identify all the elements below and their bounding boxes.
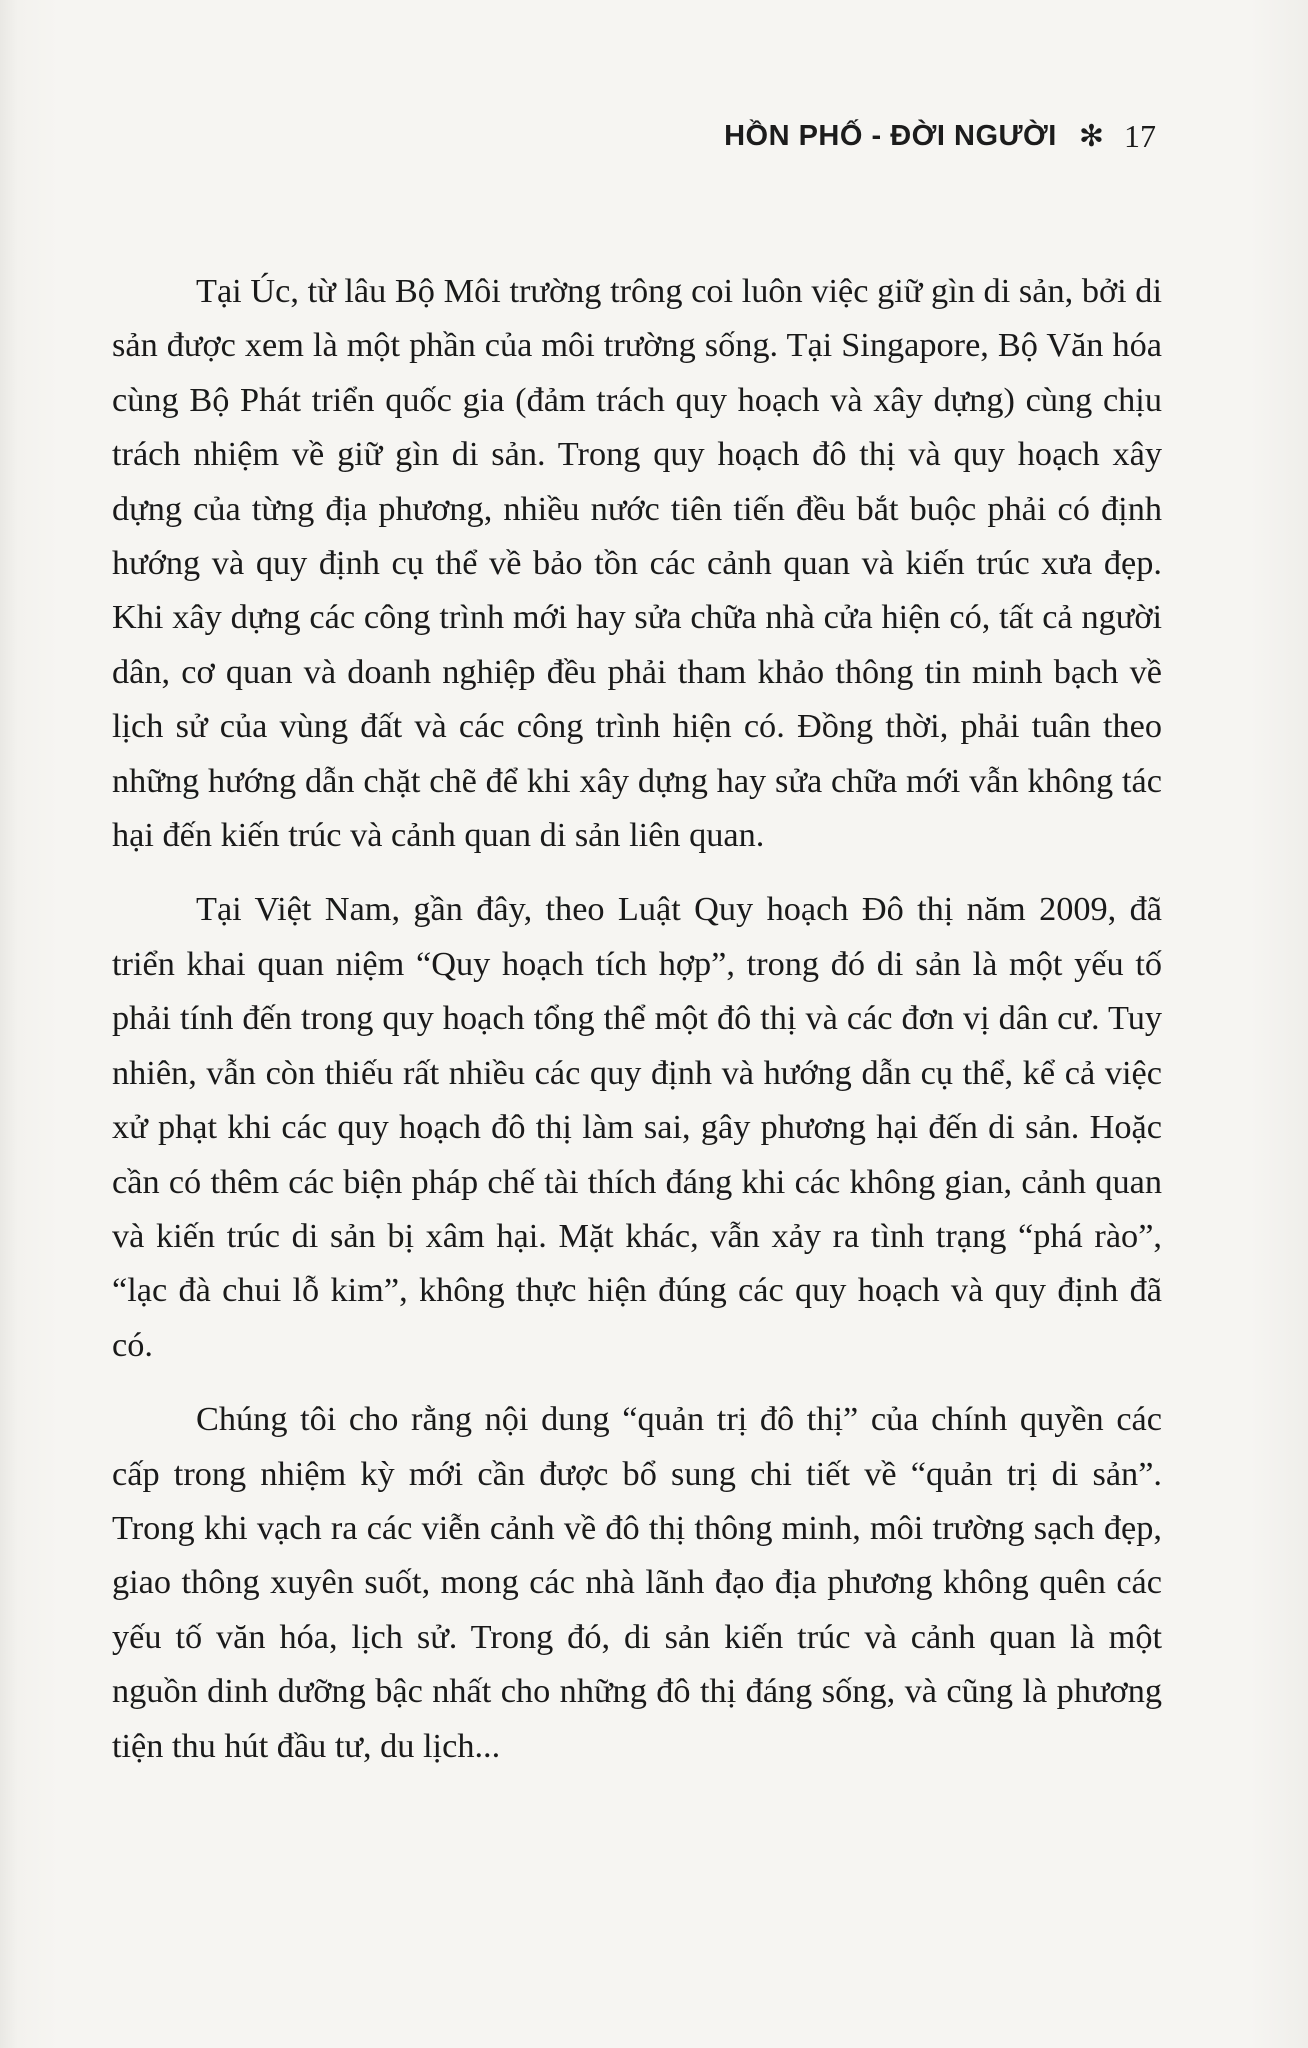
- paragraph-3: Chúng tôi cho rằng nội dung “quản trị đô thị” của chính quyền các cấp trong nhiệm kỳ mới cần được bổ sung chi tiết về “quản trị di sản”. Trong khi vạch ra các viễn cảnh về đô thị thông minh, môi trường sạch đẹp, giao thông xuyên suốt, mong các nhà lãnh đạo địa phương không quên các yếu tố văn hóa, lịch sử. Trong đó, di sản kiến trúc và cảnh quan là một nguồn dinh dưỡng bậc nhất cho những đô thị đáng sống, và cũng là phương tiện thu hút đầu tư, du lịch...: [112, 1400, 1162, 1765]
- paragraph-2: Tại Việt Nam, gần đây, theo Luật Quy hoạch Đô thị năm 2009, đã triển khai quan niệm “Quy hoạch tích hợp”, trong đó di sản là một yếu tố phải tính đến trong quy hoạch tổng thể một đô thị và các đơn vị dân cư. Tuy nhiên, vẫn còn thiếu rất nhiều các quy định và hướng dẫn cụ thể, kể cả việc xử phạt khi các quy hoạch đô thị làm sai, gây phương hại đến di sản. Hoặc cần có thêm các biện pháp chế tài thích đáng khi các không gian, cảnh quan và kiến trúc di sản bị xâm hại. Mặt khác, vẫn xảy ra tình trạng “phá rào”, “lạc đà chui lỗ kim”, không thực hiện đúng các quy hoạch và quy định đã có.: [112, 890, 1162, 1364]
- running-header: [724, 118, 1156, 155]
- asterisk-ornament-icon: ✻: [1078, 119, 1104, 153]
- paragraph-1: Tại Úc, từ lâu Bộ Môi trường trông coi luôn việc giữ gìn di sản, bởi di sản được xem là một phần của môi trường sống. Tại Singapore, Bộ Văn hóa cùng Bộ Phát triển quốc gia (đảm trách quy hoạch và xây dựng) cùng chịu trách nhiệm về giữ gìn di sản. Trong quy hoạch đô thị và quy hoạch xây dựng của từng địa phương, nhiều nước tiên tiến đều bắt buộc phải có định hướng và quy định cụ thể về bảo tồn các cảnh quan và kiến trúc xưa đẹp. Khi xây dựng các công trình mới hay sửa chữa nhà cửa hiện có, tất cả người dân, cơ quan và doanh nghiệp đều phải tham khảo thông tin minh bạch về lịch sử của vùng đất và các công trình hiện có. Đồng thời, phải tuân theo những hướng dẫn chặt chẽ để khi xây dựng hay sửa chữa mới vẫn không tác hại đến kiến trúc và cảnh quan di sản liên quan.: [112, 272, 1162, 855]
- running-header-title: HỒN PHỐ - ĐỜI NGƯỜI: [724, 120, 1057, 152]
- body-text: [112, 264, 1162, 1773]
- page-number: 17: [1124, 118, 1156, 154]
